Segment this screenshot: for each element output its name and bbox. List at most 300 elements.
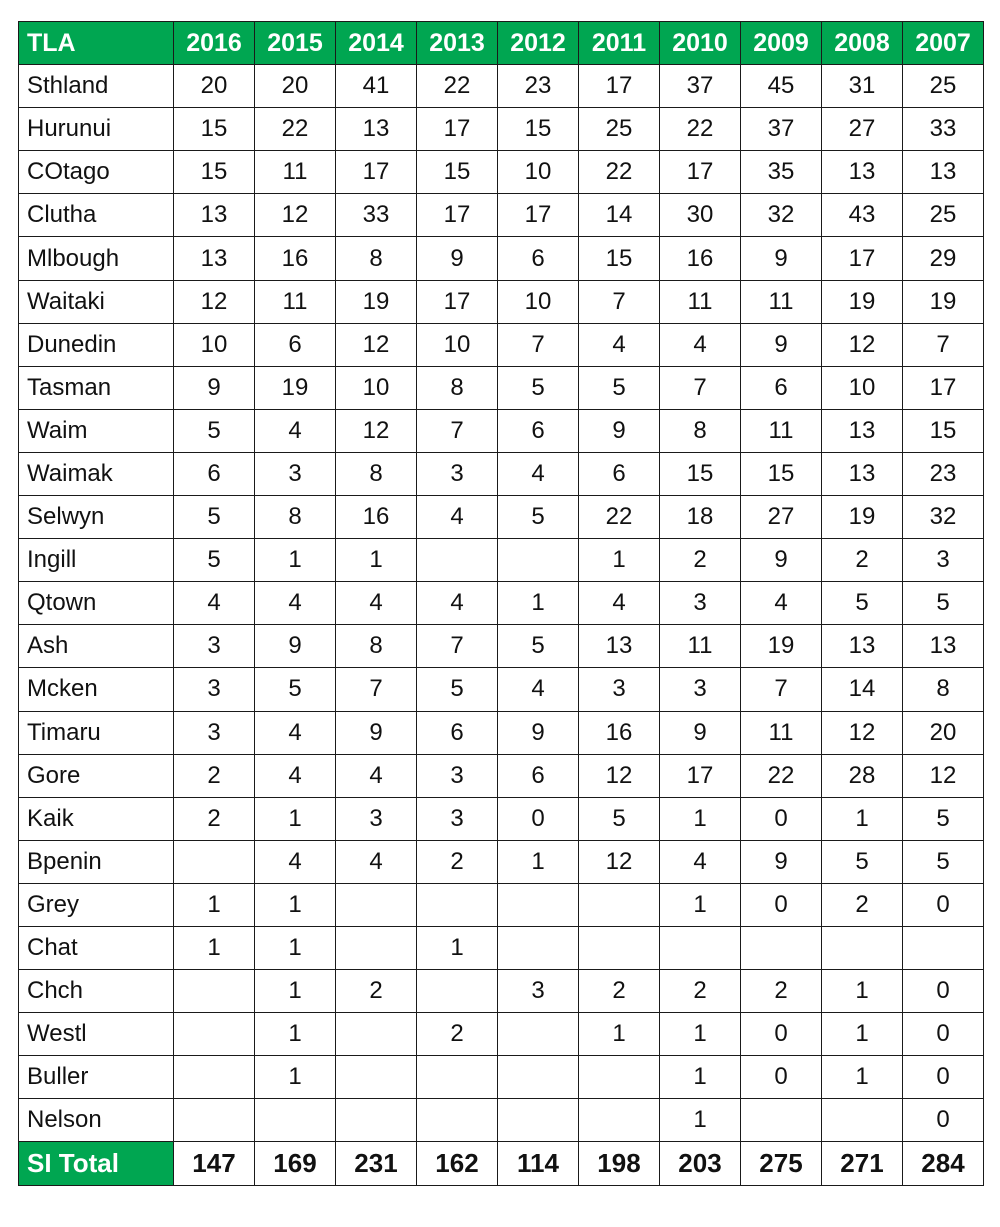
- value-cell: 7: [498, 323, 579, 366]
- value-cell: [255, 1099, 336, 1142]
- value-cell: 2: [822, 539, 903, 582]
- value-cell: [417, 883, 498, 926]
- value-cell: 17: [660, 754, 741, 797]
- value-cell: 16: [255, 237, 336, 280]
- table-row: [19, 323, 984, 366]
- value-cell: 19: [336, 280, 417, 323]
- value-cell: 2: [660, 970, 741, 1013]
- value-cell: 4: [660, 323, 741, 366]
- value-cell: 22: [579, 151, 660, 194]
- value-cell: 35: [741, 151, 822, 194]
- value-cell: 5: [498, 366, 579, 409]
- value-cell: 16: [579, 711, 660, 754]
- value-cell: 3: [336, 797, 417, 840]
- value-cell: 7: [579, 280, 660, 323]
- value-cell: 17: [822, 237, 903, 280]
- value-cell: 1: [255, 1013, 336, 1056]
- value-cell: 3: [417, 452, 498, 495]
- total-value-cell: 162: [417, 1142, 498, 1185]
- value-cell: 1: [255, 926, 336, 969]
- value-cell: [498, 1056, 579, 1099]
- value-cell: 13: [903, 151, 984, 194]
- value-cell: 19: [822, 280, 903, 323]
- value-cell: 13: [822, 409, 903, 452]
- tla-name-cell: Hurunui: [19, 108, 174, 151]
- value-cell: [660, 926, 741, 969]
- value-cell: 33: [336, 194, 417, 237]
- value-cell: 4: [255, 711, 336, 754]
- value-cell: 13: [822, 452, 903, 495]
- value-cell: 13: [174, 237, 255, 280]
- value-cell: 4: [741, 582, 822, 625]
- value-cell: 5: [174, 496, 255, 539]
- value-cell: 15: [498, 108, 579, 151]
- value-cell: 2: [822, 883, 903, 926]
- value-cell: [822, 1099, 903, 1142]
- value-cell: 6: [498, 237, 579, 280]
- value-cell: [579, 926, 660, 969]
- value-cell: 1: [336, 539, 417, 582]
- value-cell: 8: [336, 452, 417, 495]
- value-cell: 1: [498, 840, 579, 883]
- value-cell: 12: [822, 711, 903, 754]
- column-header-year: 2010: [660, 22, 741, 65]
- value-cell: 43: [822, 194, 903, 237]
- value-cell: 15: [660, 452, 741, 495]
- value-cell: 0: [903, 883, 984, 926]
- tla-name-cell: Bpenin: [19, 840, 174, 883]
- value-cell: 9: [174, 366, 255, 409]
- value-cell: 17: [903, 366, 984, 409]
- value-cell: 1: [174, 926, 255, 969]
- value-cell: 13: [822, 625, 903, 668]
- value-cell: 4: [660, 840, 741, 883]
- value-cell: 3: [417, 754, 498, 797]
- value-cell: 17: [336, 151, 417, 194]
- value-cell: 1: [174, 883, 255, 926]
- tla-name-cell: Clutha: [19, 194, 174, 237]
- value-cell: 1: [417, 926, 498, 969]
- table-row: [19, 1056, 984, 1099]
- value-cell: 25: [903, 194, 984, 237]
- tla-name-cell: Waim: [19, 409, 174, 452]
- value-cell: 5: [822, 582, 903, 625]
- value-cell: 1: [579, 1013, 660, 1056]
- total-value-cell: 198: [579, 1142, 660, 1185]
- value-cell: 11: [255, 280, 336, 323]
- value-cell: 13: [822, 151, 903, 194]
- value-cell: 5: [498, 496, 579, 539]
- value-cell: 4: [255, 840, 336, 883]
- value-cell: 33: [903, 108, 984, 151]
- value-cell: 4: [336, 840, 417, 883]
- value-cell: [336, 1099, 417, 1142]
- tla-name-cell: Grey: [19, 883, 174, 926]
- table-row: [19, 668, 984, 711]
- value-cell: 12: [903, 754, 984, 797]
- value-cell: 12: [255, 194, 336, 237]
- value-cell: 3: [579, 668, 660, 711]
- value-cell: 4: [255, 582, 336, 625]
- value-cell: 2: [174, 797, 255, 840]
- value-cell: 41: [336, 65, 417, 108]
- value-cell: 0: [903, 970, 984, 1013]
- table-row: [19, 582, 984, 625]
- value-cell: 4: [498, 452, 579, 495]
- value-cell: 10: [822, 366, 903, 409]
- value-cell: 11: [255, 151, 336, 194]
- table-row: [19, 496, 984, 539]
- value-cell: 32: [903, 496, 984, 539]
- table-row: [19, 926, 984, 969]
- table-row: [19, 452, 984, 495]
- value-cell: [498, 883, 579, 926]
- value-cell: [498, 1013, 579, 1056]
- value-cell: [417, 539, 498, 582]
- total-label-cell: SI Total: [19, 1142, 174, 1185]
- value-cell: 13: [336, 108, 417, 151]
- tla-name-cell: Kaik: [19, 797, 174, 840]
- value-cell: 9: [741, 840, 822, 883]
- value-cell: 3: [174, 625, 255, 668]
- value-cell: 0: [741, 1056, 822, 1099]
- value-cell: 15: [174, 108, 255, 151]
- value-cell: 9: [741, 237, 822, 280]
- value-cell: [174, 840, 255, 883]
- value-cell: 15: [417, 151, 498, 194]
- table-body: [19, 65, 984, 1185]
- table-row: [19, 151, 984, 194]
- tla-name-cell: Chch: [19, 970, 174, 1013]
- value-cell: 2: [336, 970, 417, 1013]
- table-header-row: [19, 22, 984, 65]
- value-cell: 19: [822, 496, 903, 539]
- tla-name-cell: Sthland: [19, 65, 174, 108]
- tla-name-cell: Dunedin: [19, 323, 174, 366]
- value-cell: 2: [741, 970, 822, 1013]
- value-cell: 10: [498, 151, 579, 194]
- value-cell: 2: [174, 754, 255, 797]
- total-value-cell: 147: [174, 1142, 255, 1185]
- value-cell: 9: [741, 539, 822, 582]
- value-cell: 6: [498, 409, 579, 452]
- value-cell: 22: [579, 496, 660, 539]
- value-cell: [498, 1099, 579, 1142]
- tla-name-cell: Mcken: [19, 668, 174, 711]
- value-cell: 5: [903, 582, 984, 625]
- column-header-year: 2016: [174, 22, 255, 65]
- value-cell: 1: [255, 970, 336, 1013]
- value-cell: [741, 926, 822, 969]
- value-cell: [822, 926, 903, 969]
- value-cell: 9: [336, 711, 417, 754]
- value-cell: 1: [498, 582, 579, 625]
- value-cell: 5: [903, 797, 984, 840]
- value-cell: 0: [741, 883, 822, 926]
- value-cell: 12: [336, 323, 417, 366]
- value-cell: 7: [660, 366, 741, 409]
- value-cell: 7: [903, 323, 984, 366]
- value-cell: 27: [822, 108, 903, 151]
- value-cell: 16: [336, 496, 417, 539]
- value-cell: 0: [498, 797, 579, 840]
- value-cell: 4: [417, 496, 498, 539]
- table-row: [19, 65, 984, 108]
- value-cell: 4: [174, 582, 255, 625]
- value-cell: 11: [660, 625, 741, 668]
- value-cell: 3: [174, 668, 255, 711]
- value-cell: 23: [903, 452, 984, 495]
- value-cell: 12: [822, 323, 903, 366]
- value-cell: 7: [417, 409, 498, 452]
- value-cell: [579, 1099, 660, 1142]
- table-row: [19, 625, 984, 668]
- value-cell: 25: [903, 65, 984, 108]
- value-cell: 45: [741, 65, 822, 108]
- value-cell: 8: [336, 625, 417, 668]
- value-cell: 4: [498, 668, 579, 711]
- value-cell: 4: [255, 409, 336, 452]
- column-header-year: 2011: [579, 22, 660, 65]
- value-cell: 10: [336, 366, 417, 409]
- value-cell: [903, 926, 984, 969]
- value-cell: 19: [741, 625, 822, 668]
- value-cell: 19: [903, 280, 984, 323]
- tla-name-cell: Timaru: [19, 711, 174, 754]
- value-cell: 17: [417, 108, 498, 151]
- value-cell: 17: [498, 194, 579, 237]
- total-value-cell: 203: [660, 1142, 741, 1185]
- column-header-year: 2008: [822, 22, 903, 65]
- value-cell: 23: [498, 65, 579, 108]
- value-cell: 8: [255, 496, 336, 539]
- tla-name-cell: Selwyn: [19, 496, 174, 539]
- value-cell: 22: [660, 108, 741, 151]
- value-cell: 0: [903, 1099, 984, 1142]
- tla-name-cell: Waitaki: [19, 280, 174, 323]
- value-cell: 1: [660, 797, 741, 840]
- table-row: [19, 797, 984, 840]
- value-cell: 3: [903, 539, 984, 582]
- tla-name-cell: Tasman: [19, 366, 174, 409]
- value-cell: 9: [417, 237, 498, 280]
- value-cell: 5: [579, 366, 660, 409]
- tla-name-cell: Chat: [19, 926, 174, 969]
- value-cell: 15: [174, 151, 255, 194]
- value-cell: 8: [417, 366, 498, 409]
- value-cell: 6: [498, 754, 579, 797]
- value-cell: 4: [336, 754, 417, 797]
- table-row: [19, 754, 984, 797]
- value-cell: 12: [579, 840, 660, 883]
- value-cell: 4: [579, 323, 660, 366]
- value-cell: 1: [822, 970, 903, 1013]
- column-header-year: 2007: [903, 22, 984, 65]
- tla-name-cell: Gore: [19, 754, 174, 797]
- value-cell: 9: [660, 711, 741, 754]
- value-cell: 17: [417, 194, 498, 237]
- value-cell: 9: [498, 711, 579, 754]
- value-cell: 22: [741, 754, 822, 797]
- value-cell: 0: [903, 1013, 984, 1056]
- value-cell: [741, 1099, 822, 1142]
- value-cell: 1: [255, 797, 336, 840]
- value-cell: 15: [579, 237, 660, 280]
- value-cell: 3: [498, 970, 579, 1013]
- value-cell: 5: [417, 668, 498, 711]
- value-cell: 31: [822, 65, 903, 108]
- value-cell: 20: [174, 65, 255, 108]
- table-row: [19, 840, 984, 883]
- value-cell: [174, 970, 255, 1013]
- total-value-cell: 231: [336, 1142, 417, 1185]
- column-header-year: 2013: [417, 22, 498, 65]
- value-cell: 3: [174, 711, 255, 754]
- column-header-year: 2009: [741, 22, 822, 65]
- value-cell: 20: [903, 711, 984, 754]
- column-header-tla: TLA: [19, 22, 174, 65]
- value-cell: 1: [822, 1056, 903, 1099]
- tla-name-cell: Ash: [19, 625, 174, 668]
- value-cell: 7: [417, 625, 498, 668]
- column-header-year: 2012: [498, 22, 579, 65]
- column-header-year: 2014: [336, 22, 417, 65]
- value-cell: 9: [255, 625, 336, 668]
- total-value-cell: 114: [498, 1142, 579, 1185]
- value-cell: 4: [336, 582, 417, 625]
- tla-name-cell: Mlbough: [19, 237, 174, 280]
- value-cell: 1: [255, 1056, 336, 1099]
- value-cell: 13: [174, 194, 255, 237]
- value-cell: [336, 926, 417, 969]
- value-cell: 1: [579, 539, 660, 582]
- value-cell: 1: [255, 539, 336, 582]
- value-cell: 3: [255, 452, 336, 495]
- value-cell: 3: [660, 582, 741, 625]
- value-cell: 5: [255, 668, 336, 711]
- value-cell: [579, 883, 660, 926]
- value-cell: 5: [498, 625, 579, 668]
- value-cell: 37: [660, 65, 741, 108]
- value-cell: 8: [903, 668, 984, 711]
- value-cell: 9: [741, 323, 822, 366]
- value-cell: 7: [741, 668, 822, 711]
- value-cell: 11: [741, 280, 822, 323]
- value-cell: 9: [579, 409, 660, 452]
- value-cell: 0: [741, 1013, 822, 1056]
- value-cell: 10: [417, 323, 498, 366]
- tla-name-cell: COtago: [19, 151, 174, 194]
- value-cell: 10: [498, 280, 579, 323]
- value-cell: [417, 1099, 498, 1142]
- value-cell: 17: [579, 65, 660, 108]
- value-cell: [336, 883, 417, 926]
- value-cell: 22: [417, 65, 498, 108]
- tla-data-table: [18, 21, 984, 1186]
- value-cell: 1: [822, 1013, 903, 1056]
- value-cell: 3: [417, 797, 498, 840]
- table-row: [19, 366, 984, 409]
- table-row: [19, 1013, 984, 1056]
- value-cell: 37: [741, 108, 822, 151]
- value-cell: 17: [660, 151, 741, 194]
- value-cell: 6: [255, 323, 336, 366]
- value-cell: 1: [660, 1056, 741, 1099]
- value-cell: 1: [660, 1013, 741, 1056]
- value-cell: [498, 926, 579, 969]
- value-cell: 2: [417, 1013, 498, 1056]
- table-row: [19, 409, 984, 452]
- tla-name-cell: Qtown: [19, 582, 174, 625]
- column-header-year: 2015: [255, 22, 336, 65]
- table-row: [19, 108, 984, 151]
- value-cell: 5: [822, 840, 903, 883]
- value-cell: 29: [903, 237, 984, 280]
- value-cell: 2: [417, 840, 498, 883]
- value-cell: 8: [660, 409, 741, 452]
- value-cell: 2: [660, 539, 741, 582]
- table-row: [19, 1099, 984, 1142]
- value-cell: 6: [741, 366, 822, 409]
- value-cell: [174, 1056, 255, 1099]
- value-cell: 6: [417, 711, 498, 754]
- tla-name-cell: Buller: [19, 1056, 174, 1099]
- table-row: [19, 883, 984, 926]
- value-cell: 7: [336, 668, 417, 711]
- total-row: [19, 1142, 984, 1185]
- total-value-cell: 271: [822, 1142, 903, 1185]
- value-cell: 3: [660, 668, 741, 711]
- value-cell: 0: [903, 1056, 984, 1099]
- value-cell: 1: [822, 797, 903, 840]
- tla-name-cell: Westl: [19, 1013, 174, 1056]
- value-cell: 6: [174, 452, 255, 495]
- value-cell: 1: [660, 883, 741, 926]
- value-cell: 5: [174, 539, 255, 582]
- value-cell: 20: [255, 65, 336, 108]
- value-cell: [336, 1013, 417, 1056]
- value-cell: 22: [255, 108, 336, 151]
- value-cell: 16: [660, 237, 741, 280]
- value-cell: 5: [579, 797, 660, 840]
- value-cell: 32: [741, 194, 822, 237]
- value-cell: 8: [336, 237, 417, 280]
- value-cell: 14: [579, 194, 660, 237]
- value-cell: [174, 1099, 255, 1142]
- value-cell: [417, 970, 498, 1013]
- value-cell: 4: [579, 582, 660, 625]
- value-cell: 4: [417, 582, 498, 625]
- total-value-cell: 169: [255, 1142, 336, 1185]
- value-cell: [336, 1056, 417, 1099]
- value-cell: [579, 1056, 660, 1099]
- value-cell: [174, 1013, 255, 1056]
- value-cell: 1: [255, 883, 336, 926]
- value-cell: 11: [741, 711, 822, 754]
- table-row: [19, 237, 984, 280]
- value-cell: 12: [336, 409, 417, 452]
- total-value-cell: 275: [741, 1142, 822, 1185]
- value-cell: 30: [660, 194, 741, 237]
- value-cell: 2: [579, 970, 660, 1013]
- value-cell: 14: [822, 668, 903, 711]
- value-cell: 28: [822, 754, 903, 797]
- value-cell: 4: [255, 754, 336, 797]
- value-cell: 17: [417, 280, 498, 323]
- value-cell: 18: [660, 496, 741, 539]
- value-cell: 12: [174, 280, 255, 323]
- value-cell: [417, 1056, 498, 1099]
